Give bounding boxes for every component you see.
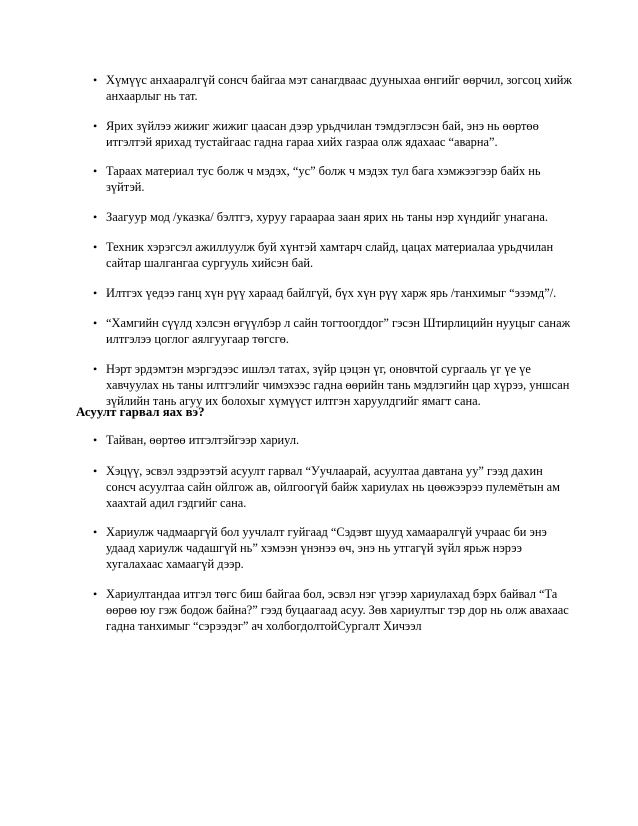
list-item bbox=[93, 163, 573, 195]
list-item bbox=[93, 72, 573, 104]
bullet-icon: • bbox=[93, 361, 98, 376]
list-item-text: Хүмүүс анхааралгүй сонсч байгаа мэт санагдваас дууныхаа өнгийг өөрчил, зогсоц хийж анхаарлыг нь тат. bbox=[106, 73, 572, 103]
list-item bbox=[93, 524, 573, 572]
bullet-icon: • bbox=[93, 240, 98, 254]
list-item-text: “Хамгийн сүүлд хэлсэн өгүүлбэр л сайн тогтоогддог” гэсэн Штирлицийн нууцыг санаж илтгэлээ цоглог аялгуугаар төгсгө. bbox=[106, 316, 571, 346]
list-item bbox=[93, 209, 573, 225]
list-item bbox=[93, 239, 573, 271]
bullet-icon: • bbox=[93, 118, 98, 133]
tips-list bbox=[93, 72, 573, 422]
list-item bbox=[93, 315, 573, 347]
bullet-icon: • bbox=[93, 433, 98, 447]
list-item bbox=[93, 285, 573, 301]
list-item-text: Ярих зүйлээ жижиг жижиг цаасан дээр урьдчилан тэмдэглэсэн бай, энэ нь өөртөө итгэлтэй ярихад тустайгаас гадна гараа хийх газраа олж ядахаас “аварна”. bbox=[106, 118, 539, 149]
bullet-icon: • bbox=[93, 73, 98, 87]
bullet-icon: • bbox=[93, 586, 98, 601]
bullet-icon: • bbox=[93, 525, 98, 539]
list-item-text: Хариултандаа итгэл төгс биш байгаа бол, эсвэл нэг үгээр хариулахад бэрх байвал “Та өөрөө юу гэж бодож байна?” гээд буцаагаад асуу. Зөв хариултыг тэр дор нь олж авахаас гадна танхимыг “сэрээдэг” ач холбогдолтойСургалт Хичээл bbox=[106, 586, 569, 633]
list-item-text: Илтгэх үедээ ганц хүн рүү хараад байлгүй, бүх хүн рүү харж ярь /танхимыг “эзэмд”/. bbox=[106, 285, 557, 300]
bullet-icon: • bbox=[93, 463, 98, 478]
list-item-text: Нэрт эрдэмтэн мэргэдээс ишлэл татах, зүйр цэцэн үг, оновчтой сургааль үг үе үе хавчуулах нь таны илтгэлийг чимэхээс гадна өөрийн тань мэдлэгийн цар хүрээ, уншсан зүйлийн тань агуу их болохыг хүмүүст илтгэн харуулдгийг ямагт сана. bbox=[106, 361, 570, 408]
list-item-text: Тайван, өөртөө итгэлтэйгээр хариул. bbox=[106, 433, 300, 447]
list-item bbox=[93, 586, 573, 634]
bullet-icon: • bbox=[93, 285, 98, 300]
list-item-text: Хариулж чадмааргүй бол уучлалт гуйгаад “Сэдэвт шууд хамааралгүй учраас би энэ удаад хариулж чадашгүй нь” хэмээн үнэнээ өч, энэ нь утгагүй зүйл ярьж нэрээ хугалахаас хамаагүй дээр. bbox=[106, 525, 547, 571]
list-item-text: Хэцүү, эсвэл эздрээтэй асуулт гарвал “Уучлаарай, асуултаа давтана уу” гээд дахин сонсч асуултаа сайн ойлгож ав, ойлгоогүй байж хариулах нь цөөжээрээ пулемётын ам хаахтай адил гэдгийг сана. bbox=[106, 463, 561, 510]
list-item bbox=[93, 361, 573, 409]
bullet-icon: • bbox=[93, 164, 98, 178]
bullet-icon: • bbox=[93, 316, 98, 330]
list-item bbox=[93, 432, 573, 448]
bullet-icon: • bbox=[93, 209, 98, 224]
list-item-text: Тараах материал тус болж ч мэдэх, “ус” болж ч мэдэх тул бага хэмжээгээр байх нь зүйтэй. bbox=[106, 164, 541, 194]
list-item bbox=[93, 463, 573, 511]
list-item bbox=[93, 118, 573, 150]
questions-list bbox=[93, 432, 573, 647]
section-heading: Асуулт гарвал яах вэ? bbox=[76, 405, 205, 419]
list-item-text: Техник хэрэгсэл ажиллуулж буй хүнтэй хамтарч слайд, цацах материалаа урьдчилан сайтар шалгангаа сургууль хийсэн бай. bbox=[106, 240, 554, 270]
list-item-text: Заагуур мод /указка/ бэлтгэ, хуруу гараараа заан ярих нь таны нэр хүндийг унагана. bbox=[106, 209, 548, 224]
